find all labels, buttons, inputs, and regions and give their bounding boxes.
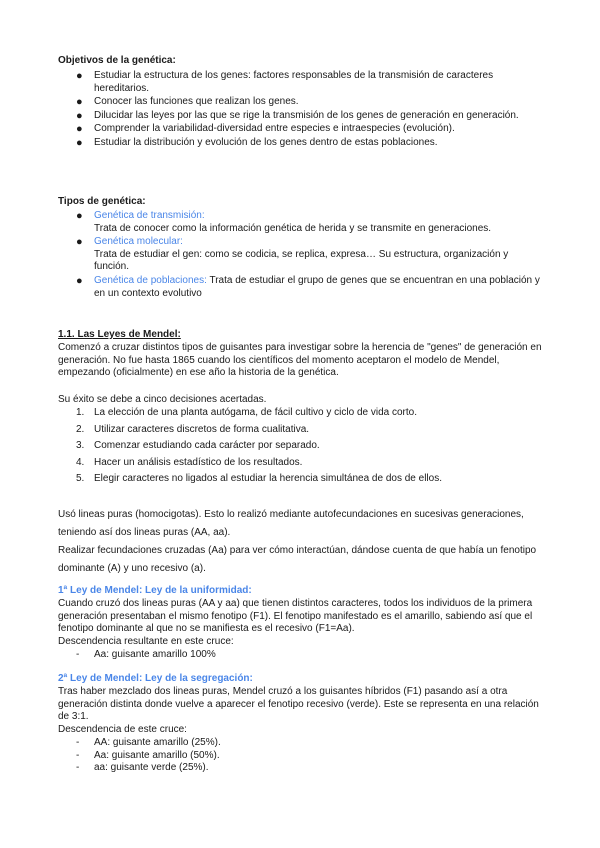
bullet-icon: ● (76, 109, 83, 122)
list-item: - Aa: guisante amarillo (50%). (76, 749, 220, 761)
bullet-icon: ● (76, 136, 83, 149)
tipo-label: Genética de poblaciones: (94, 274, 207, 286)
list-item: ● Estudiar la estructura de los genes: factores responsables de la transmisión de caracteres hereditarios. (76, 70, 494, 94)
list-item: ● Conocer las funciones que realizan los genes. (76, 96, 299, 109)
bullet-icon: ● (76, 274, 83, 287)
tipo-label: Genética de transmisión: (94, 210, 205, 221)
list-item: ● Genética de transmisión: Trata de conocer como la información genética de herida y se transmite en generaciones. (76, 210, 492, 234)
decisiones-list (58, 407, 543, 486)
ley2-desc: Descendencia de este cruce: (58, 724, 187, 735)
list-item: ● Genética de poblaciones: Trata de estudiar el grupo de genes que se encuentran en una población y en un contexto evolutivo (76, 274, 540, 299)
list-item: 4. Hacer un análisis estadístico de los resultados. (76, 456, 303, 468)
list-item: ● Comprender la variabilidad-diversidad entre especies e intraespecies (evolución). (76, 123, 455, 136)
mendel-intro: Comenzó a cruzar distintos tipos de guisantes para investigar sobre la herencia de "genes" de generación en generación. No fue hasta 1865 cuando los científicos del momento aceptaron el modelo de Mendel, empezando (oficialmente) en ese año la historia de la genética. (58, 342, 542, 379)
list-item: - AA: guisante amarillo (25%). (76, 737, 221, 748)
objetivos-list (58, 70, 543, 150)
tipos-list (58, 210, 543, 300)
list-item: ● Dilucidar las leyes por las que se rige la transmisión de los genes de generación en generación. (76, 109, 519, 122)
list-item: - aa: guisante verde (25%). (76, 762, 209, 774)
list-item: 5. Elegir caracteres no ligados al estudiar la herencia simultánea de dos de ellos. (76, 473, 442, 485)
ley1-heading: 1ª Ley de Mendel: Ley de la uniformidad: (58, 585, 252, 596)
lineas-puras-text: Usó lineas puras (homocigotas). Esto lo realizó mediante autofecundaciones en sucesivas generaciones, teniendo así dos lineas puras (AA, aa). (58, 509, 524, 538)
bullet-icon: ● (76, 96, 83, 109)
ley2-list (58, 737, 543, 775)
objetivos-heading: Objetivos de la genética: (58, 55, 176, 66)
ley2-heading: 2ª Ley de Mendel: Ley de la segregación: (58, 673, 253, 684)
list-item: ● Genética molecular: Trata de estudiar el gen: como se codicia, se replica, expresa… Su estructura, organización y función. (76, 236, 509, 273)
list-item: ● Estudiar la distribución y evolución de los genes dentro de estas poblaciones. (76, 136, 438, 149)
list-item: 3. Comenzar estudiando cada carácter por separado. (76, 440, 320, 452)
list-item: 1. La elección de una planta autógama, de fácil cultivo y ciclo de vida corto. (76, 407, 417, 418)
ley1-desc: Descendencia resultante en este cruce: (58, 636, 234, 647)
bullet-icon: ● (76, 210, 83, 222)
list-item: 2. Utilizar caracteres discretos de forma cualitativa. (76, 423, 310, 435)
list-item: - Aa: guisante amarillo 100% (76, 649, 216, 660)
tipo-label: Genética molecular: (94, 236, 183, 248)
bullet-icon: ● (76, 70, 83, 82)
ley1-list (58, 649, 543, 662)
ley1-text: Cuando cruzó dos lineas puras (AA y aa) que tienen distintos caracteres, todos los individuos de la primera generación presentaban el mismo fenotipo (F1). El fenotipo manifestado es el amarillo, sabiendo así que el fenotipo dominante al que no se manifiesta es el recesivo (F1=Aa). (58, 598, 533, 635)
bullet-icon: ● (76, 236, 83, 249)
mendel-heading: 1.1. Las Leyes de Mendel: (58, 329, 181, 340)
bullet-icon: ● (76, 123, 83, 136)
ley2-text: Tras haber mezclado dos lineas puras, Mendel cruzó a los guisantes híbridos (F1) pasando así a otra generación distinta donde vuelve a aparecer el fenotipo recesivo (verde). Este se representa en una relación de 3:1. (58, 686, 539, 723)
tipos-heading: Tipos de genética: (58, 196, 146, 207)
mendel-exito: Su éxito se debe a cinco decisiones acertadas. (58, 394, 267, 405)
fecundaciones-text: Realizar fecundaciones cruzadas (Aa) para ver cómo interactúan, dándose cuenta de que había un fenotipo dominante (A) y uno recesivo (a). (58, 545, 537, 574)
